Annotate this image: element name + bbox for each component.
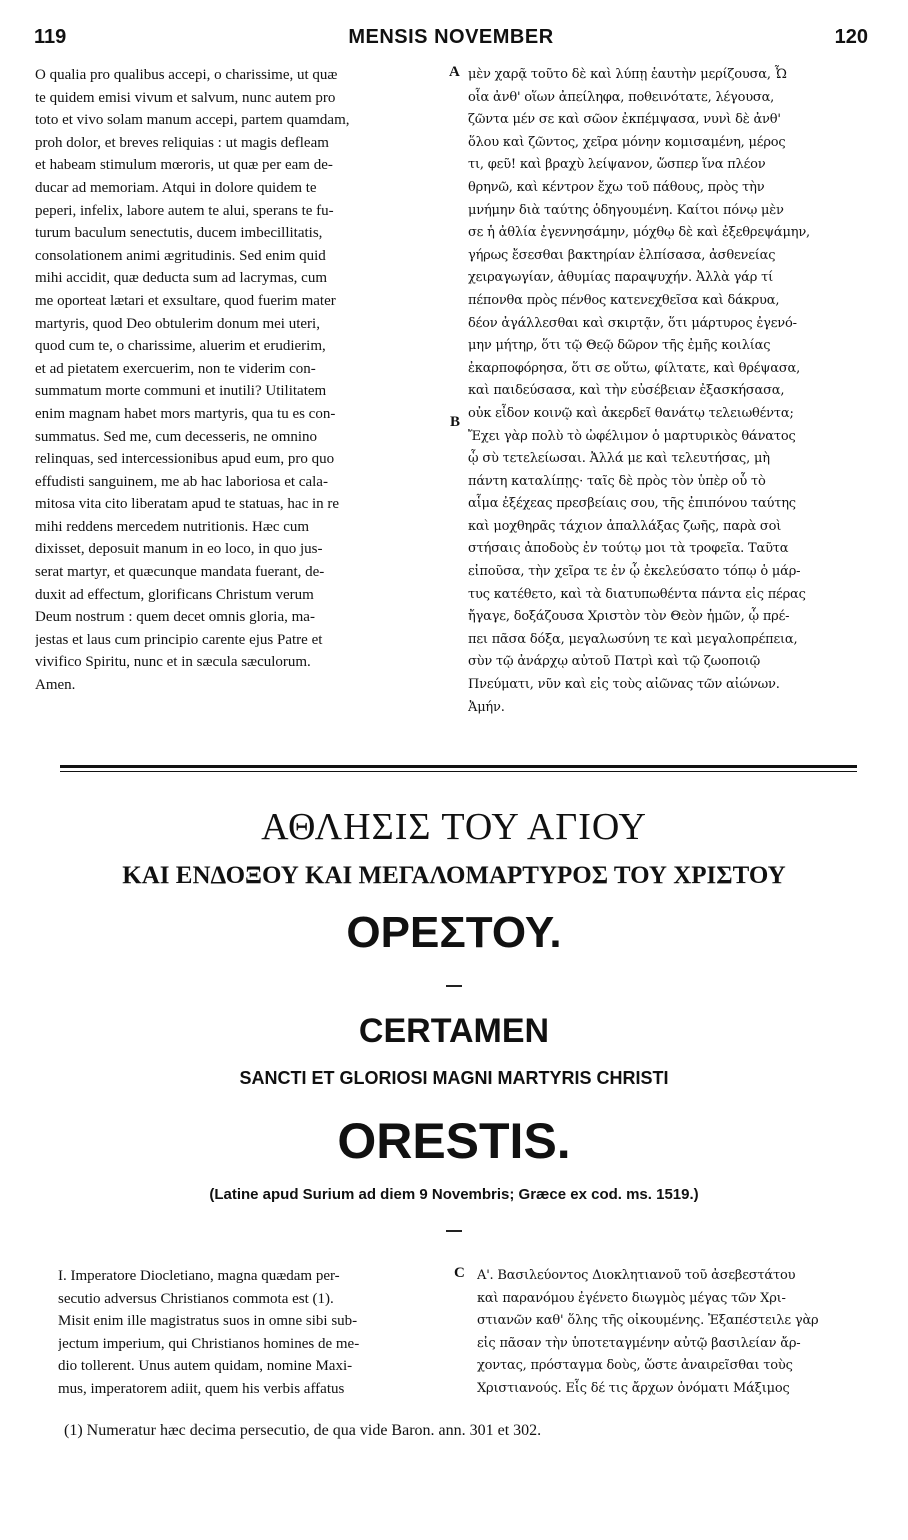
- latin-text-line: mus, imperatorem adiit, quem his verbis affatus: [58, 1380, 345, 1397]
- latin-text-line: jestas et laus cum principio carente ejus Patre et: [35, 631, 323, 648]
- latin-text-line: mihi reddens mercedem nutritionis. Hæc cum: [35, 518, 310, 535]
- left-page-number: 119: [34, 26, 67, 48]
- latin-column-top: [35, 64, 443, 697]
- latin-text-line: enim magnam habet mors martyris, qua tu es con-: [35, 405, 336, 422]
- latin-text-line: relinquas, sed intercessionibus apud eum, pro quo: [35, 451, 335, 468]
- latin-text-line: Deum nostrum : quem decet omnis gloria, ma-: [35, 609, 315, 626]
- greek-subtitle: ΚΑΙ ΕΝΔΟΞΟΥ ΚΑΙ ΜΕΓΑΛΟΜΑΡΤΥΡΟΣ ΤΟΥ ΧΡΙΣΤΟΥ: [122, 862, 786, 889]
- latin-text-line: et habeam stimulum mœroris, ut quæ per eam de-: [35, 157, 333, 174]
- latin-name: ORESTIS.: [337, 1113, 571, 1169]
- greek-text-line: πάντη καταλίπῃς· ταῖς δὲ πρὸς τὸν ὑπὲρ οὗ τὸ: [468, 473, 766, 489]
- latin-text-line: te quidem emisi vivum et salvum, nunc autem pro: [35, 89, 336, 106]
- greek-text-line: θρηνῶ, καὶ κέντρον ἔχω τοῦ πάθους, πρὸς τὴν: [468, 179, 765, 195]
- greek-text-line: μνήμην διὰ ταύτης ὁδηγουμένη. Καίτοι πόνῳ μὲν: [468, 202, 784, 218]
- greek-name: ΟΡΕΣΤΟΥ.: [346, 908, 562, 957]
- latin-text-line: dixisset, deposuit manum in eo loco, in quo jus-: [35, 541, 323, 558]
- latin-text-line: ducar ad memoriam. Atqui in dolore quidem te: [35, 179, 317, 196]
- greek-text-line: Α'. Βασιλεύοντος Διοκλητιανοῦ τοῦ ἀσεβεστάτου: [477, 1268, 796, 1283]
- latin-text-line: O qualia pro qualibus accepi, o charissime, ut quæ: [35, 67, 338, 83]
- running-title: MENSIS NOVEMBER: [348, 26, 554, 48]
- greek-text-line: στιανῶν καθ' ὅλης τῆς οἰκουμένης. Ἐξαπέστειλε γὰρ: [477, 1313, 819, 1329]
- greek-text-line: Ἔχει γὰρ πολὺ τὸ ὠφέλιμον ὁ μαρτυρικὸς θάνατος: [468, 428, 796, 444]
- latin-text-line: summatus. Sed me, cum decesseris, ne omnino: [35, 428, 318, 445]
- latin-text-line: mitosa vita cito liberatam apud te statuas, hac in re: [35, 496, 340, 513]
- margin-letter-a: A: [449, 64, 460, 80]
- greek-title: ΑΘΛΗΣΙΣ ΤΟΥ ΑΓΙΟΥ: [261, 806, 647, 848]
- latin-text-line: proh dolor, et breves reliquias : ut magis defleam: [35, 134, 329, 151]
- greek-text-line: πέπονθα πρὸς πένθος κατενεχθεῖσα καὶ δάκρυα,: [468, 292, 780, 308]
- greek-text-line: ἤγαγε, δοξάζουσα Χριστὸν τὸν Θεὸν ἡμῶν, ᾧ πρέ-: [468, 609, 790, 625]
- latin-text-line: secutio adversus Christianos commota est (1).: [58, 1290, 334, 1307]
- latin-text-line: effudisti sanguinem, me ab hac laboriosa et cala-: [35, 473, 328, 490]
- greek-text-line: στήσαις ἀποδοὺς ἐν τούτῳ μοι τὰ τροφεῖα. Ταῦτα: [468, 541, 789, 557]
- latin-text-line: dio tollerent. Unus autem quidam, nomine Maxi-: [58, 1358, 353, 1375]
- latin-text-line: et ad pietatem exercuerim, non te viderim con-: [35, 360, 316, 377]
- latin-text-line: Amen.: [35, 677, 76, 694]
- latin-text-line: serat martyr, et quæcunque mandata fuerant, de-: [35, 564, 325, 581]
- latin-subtitle: SANCTI ET GLORIOSI MAGNI MARTYRIS CHRISTI: [239, 1068, 669, 1088]
- latin-text-line: turum baculum senectutis, ducem imbecillitatis,: [35, 225, 323, 242]
- greek-text-line: εἰποῦσα, τὴν χεῖρα τε ἐν ᾧ ἐκελεύσατο τόπῳ ὁ μάρ-: [468, 564, 801, 580]
- source-separator: [446, 1230, 462, 1232]
- greek-text-line: σε ἡ ἀθλία ἐγεννησάμην, μόχθῳ δὲ καὶ ἐξεθρεψάμην,: [468, 225, 810, 241]
- latin-text-line: vivifico Spiritu, nunc et in sæcula sæculorum.: [35, 654, 311, 671]
- greek-text-line: σὺν τῷ ἀνάρχῳ αὐτοῦ Πατρὶ καὶ τῷ ζωοποιῷ: [468, 654, 760, 670]
- greek-text-line: γήρως ἔσεσθαι βακτηρίαν ἐλπίσασα, ἀσθενείας: [468, 247, 776, 263]
- greek-text-line: δέον ἀγάλλεσθαι καὶ σκιρτᾷν, ὅτι μάρτυρος ἐγενό-: [468, 315, 797, 331]
- greek-text-line: τυς κατέθετο, καὶ τὰ διατυπωθέντα πάντα εἰς πέρας: [468, 586, 806, 602]
- greek-text-line: Πνεύματι, νῦν καὶ εἰς τοὺς αἰῶνας τῶν αἰώνων.: [468, 677, 780, 693]
- right-page-number: 120: [834, 26, 868, 48]
- greek-text-line: καὶ παρανόμου ἐγένετο διωγμὸς μέγας τῶν Χρι-: [477, 1290, 786, 1306]
- latin-text-line: me oporteat lætari et exsultare, quod fuerim mater: [35, 292, 336, 309]
- greek-text-line: οὐκ εἶδον κοινῷ καὶ ἀκερδεῖ θανάτῳ τελειωθέντα;: [468, 405, 794, 421]
- greek-text-line: μην μήτηρ, ὅτι τῷ Θεῷ δῶρον τῆς ἐμῆς κοιλίας: [468, 338, 771, 354]
- latin-text-line: jectum imperium, qui Christianos homines de me-: [58, 1335, 360, 1352]
- latin-text-line: mihi accidit, quæ deducta sum ad lacrymas, cum: [35, 270, 328, 287]
- greek-text-line: καὶ παιδεύσασα, καὶ τὴν εὐσέβειαν ἐξασκήσασα,: [468, 383, 785, 399]
- latin-column-bottom: [58, 1265, 444, 1401]
- greek-text-line: καὶ μοχθηρᾶς τάχιον ἀπαλλάξας ζωῆς, παρὰ σοὶ: [468, 518, 782, 534]
- section-divider-thin: [60, 771, 857, 772]
- margin-letter-c: C: [454, 1265, 465, 1281]
- source-note: (Latine apud Surium ad diem 9 Novembris; Græce ex cod. ms. 1519.): [209, 1186, 699, 1203]
- latin-text-line: Misit enim ille magistratus suos in omne sibi sub-: [58, 1313, 358, 1330]
- greek-text-line: πει πᾶσα δόξα, μεγαλωσύνη τε καὶ μεγαλοπρέπεια,: [468, 631, 798, 647]
- greek-text-line: Ἀμήν.: [468, 699, 505, 715]
- margin-letter-b: B: [450, 414, 461, 430]
- greek-column-bottom: [477, 1265, 877, 1401]
- greek-text-line: ὅλου καὶ ζῶντος, χεῖρα μόνην κομισαμένη, μέρος: [468, 134, 786, 150]
- greek-text-line: εἰς πᾶσαν τὴν ὑποτεταγμένην αὐτῷ βασιλείαν ἄρ-: [477, 1335, 801, 1351]
- greek-text-line: τι, φεῦ! καὶ βραχὺ λείψανον, ὥσπερ ἵνα πλέον: [468, 157, 766, 173]
- greek-text-line: Χριστιανούς. Εἷς δέ τις ἄρχων ὀνόματι Μάξιμος: [477, 1380, 790, 1396]
- greek-text-line: ᾧ σὺ τετελείωσαι. Ἀλλά με καὶ τελευτήσας, μὴ: [468, 451, 770, 467]
- running-head: [34, 26, 868, 52]
- greek-text-line: ἐκαρποφόρησα, ὅτι σε οὕτω, φίλτατε, καὶ θρέψασα,: [468, 360, 801, 376]
- latin-text-line: toto et vivo solam manum accepi, partem quamdam,: [35, 112, 350, 129]
- greek-text-line: χειραγωγίαν, ἀθυμίας παραψυχήν. Ἀλλὰ γάρ τί: [468, 270, 774, 286]
- latin-text-line: martyris, quod Deo obtulerim donum mei uteri,: [35, 315, 320, 332]
- greek-text-line: οἷα ἀνθ' οἵων ἀπείληφα, ποθεινότατε, λέγουσα,: [468, 89, 775, 105]
- title-separator: [446, 985, 462, 987]
- latin-text-line: I. Imperatore Diocletiano, magna quædam per-: [58, 1268, 340, 1284]
- latin-text-line: consolationem animi ægritudinis. Sed enim quid: [35, 247, 326, 264]
- greek-text-line: μὲν χαρᾷ τοῦτο δὲ καὶ λύπῃ ἑαυτὴν μερίζουσα, Ὦ: [468, 67, 787, 82]
- latin-title: CERTAMEN: [358, 1012, 550, 1050]
- section-divider: [60, 765, 857, 768]
- greek-text-line: χοντας, πρόσταγμα δοὺς, ὥστε ἀναιρεῖσθαι τοὺς: [477, 1358, 793, 1374]
- greek-text-line: αἷμα ἐξέχεας πρεσβείαις σου, τῆς ἐπιπόνου ταύτης: [468, 496, 796, 512]
- footnote: (1) Numeratur hæc decima persecutio, de qua vide Baron. ann. 301 et 302.: [64, 1422, 542, 1439]
- latin-text-line: summatum morte communi et inutili? Utilitatem: [35, 383, 327, 400]
- greek-text-line: ζῶντα μέν σε καὶ σῶον ἐκπέμψασα, νυνὶ δὲ ἀνθ': [468, 112, 781, 128]
- latin-text-line: peperi, infelix, labore autem te alui, sperans te fu-: [35, 202, 334, 219]
- latin-text-line: quod cum te, o charissime, aluerim et erudierim,: [35, 338, 326, 355]
- greek-column-top: [468, 64, 872, 719]
- latin-text-line: duxit ad effectum, glorificans Christum verum: [35, 586, 314, 603]
